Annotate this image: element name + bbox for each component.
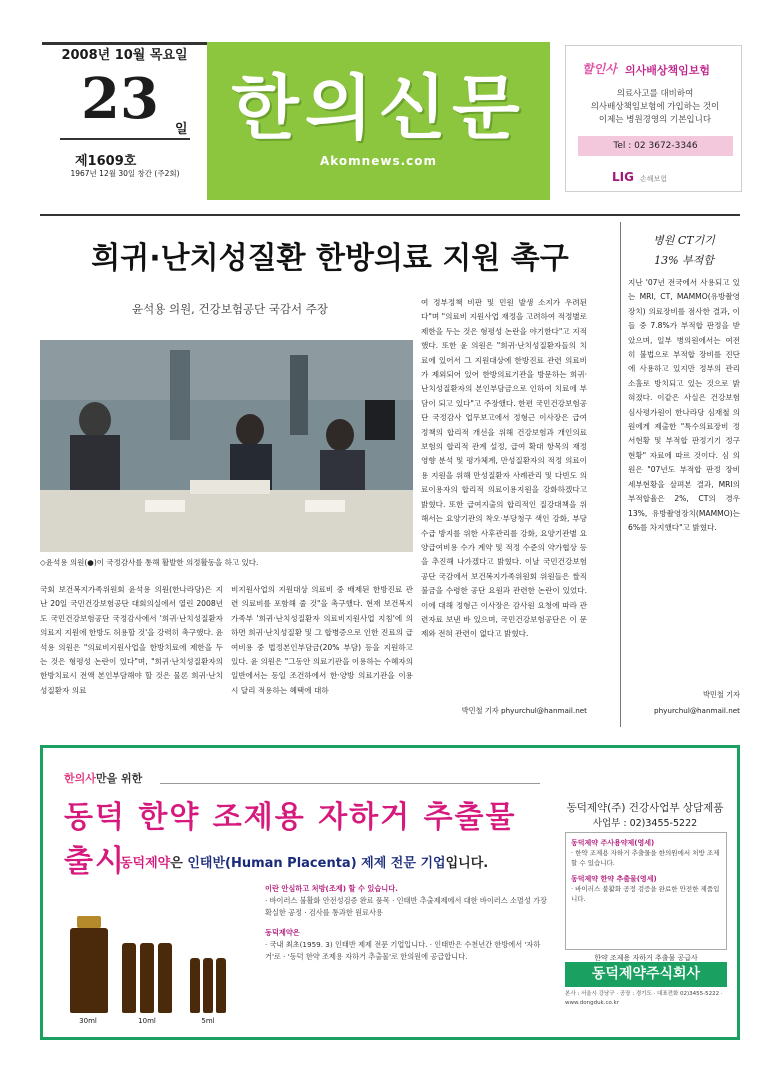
ad-intro-rest: 만을 위한 [95,772,143,785]
bottle-5ml [190,958,200,1013]
article-column-2: 비지원사업의 지원대상 의료비 중 배제된 한방진료 관련 의료비를 포함해 줄 것"을 촉구했다. 현재 보건복지가족부 '희귀·난치성질환자 의료비지원사업 지침'에 의하면 희귀·난치성질환 및 그 합병증으로 인한 진료의 급여비용 중 법정본인부담금(20% 부담) 등을 지원하고 있다. 윤 의원은 "그동안 의료기관을 이용하는 수혜자의 일반에서는 동일 조건하에서 한·양방 의료기관을 이용시 달리 적용하는 혜택에 대하 [231,585,413,695]
lig-logo: LIG [612,170,634,184]
ad-panel-box [565,832,727,950]
subheadline: 윤석용 의원, 건강보험공단 국감서 주장 [131,302,329,316]
ad-title: 의사배상책임보험 [625,64,711,77]
bottle-10ml [122,943,136,1013]
ad-phone: Tel : 02 3672-3346 [578,136,733,156]
ad-address: 본사 : 서울시 강남구 · 공장 : 경기도 · 대표전화 02)3455-5222 · www.dongduk.co.kr [565,991,723,1006]
ad-intro [64,770,142,786]
bottle-5ml [203,958,213,1013]
ad-info-heading: 동덕제약은 [265,928,300,937]
newspaper-logo: 한의신문 [231,66,526,149]
ad-sub-brand: 동덕제약 [120,856,171,871]
issue-day: 23 [81,66,159,132]
bottle-cap [77,916,101,928]
ad-panel-title: 동덕제약(주) 건강사업부 상담제품 [566,802,724,814]
ad-info-text: · 바이러스 불활화 안전성검증 완료 품목 · 인태반 추출제제에서 대한 바이러스 소멸성 가장 확실한 공정 · 검사를 통과한 원료사용 [265,896,547,917]
site-url[interactable]: Akomnews.com [319,154,438,168]
top-rule [40,214,740,216]
issue-date: 2008년 10월 목요일 [61,48,188,63]
photo-caption: ◇윤석용 의원(●)이 국정감사를 통해 활발한 의정활동을 하고 있다. [40,558,259,567]
bottle-30ml [70,928,108,1013]
divider [60,138,190,140]
ad-sub-mid: 은 [170,856,188,871]
bottle-label: 10ml [138,1017,156,1025]
founded-line: 1967년 12월 30일 창간 (주2회) [70,169,180,178]
bottle-10ml [140,943,154,1013]
divider [160,783,540,784]
ad-info-text: · 국내 최초(1959. 3) 인태반 제제 전문 기업입니다. · 인태반은 수천년간 한방에서 '자하거'로 · '동덕 한약 조제용 자하거 추출물'로 한의원에 공급합니다. [265,940,541,961]
article-column-3: 여 정부정책 비판 및 민원 발생 소지가 우려된다"며 "의료비 지원사업 재정을 고려하여 적정별로 제한을 두는 것은 형평성 논란을 야기한다"고 지적했다. 또한 윤 의원은 "희귀·난치성질환자들의 치료에 있어서 그 지원대상에 한방진료 관련 의료비가 제외되어 있어 한방의료기관을 방문하는 희귀·난치성질환자의 본인부담금으로 인하여 치료에 부담이 되고 있다"고 주장했다. 한편 국민건강보험공단 국정감사 업무보고에서 정형근 이사장은 급여정책의 합리적 개선을 위해 건강보험과 개인의료보험의 합리적 관계 설정, 급여 확대 항목의 재정영향 분석 및 평가체계, 만성질환자의 적정 의료이용 지원을 위해 만성질환자 사례관리 및 다빈도 의료이용자의 합리적 의료이용지원을 강화하겠다고 밝혔다. 또한 급여지출의 합리적인 질강대책을 위해서는 요양기관의 착오·부당청구 색인 강화, 부당수급 방지를 위한 사후관리를 강화, 요양기관별 요양급여비용 수가 계약 및 적정 수준의 약가협상 등을 추진해 나가겠다고 밝혔다. 이날 국민건강보험공단 국감에서 보건복지가족위원회 위원들은 쌀직불금을 수령한 공단 요원과 관련한 논란이 있었다. 이에 대해 정형근 이사장은 감사원 요청에 따라 관련자료 보낸 바 있으며, 국민건강보험공단은 이 문제와 전혀 관련이 없다고 밝혔다. [421,298,587,639]
bottle-5ml [216,958,226,1013]
bottle-10ml [158,943,172,1013]
hearing-photo [40,340,413,552]
ad-title: 동덕 한약 조제용 자하거 추출물 출시 [64,800,517,879]
ad-brand: 할인사 [582,62,617,76]
ad-body-line: 이제는 병원경영의 기본입니다 [598,115,712,125]
ad-panel-phone: 사업부 : 02)3455-5222 [592,818,698,829]
sidebar-title-line2: 13% 부적합 [654,254,714,267]
ad-body [575,88,735,127]
ad-sub-end: 입니다. [445,856,489,871]
bottle-label: 5ml [201,1017,215,1025]
photo-illustration [40,340,413,552]
panel-item-heading: 동덕제약 주사용약제(영세) [571,839,655,847]
ad-intro-brand: 한의사 [64,772,96,785]
lig-logo-sub: 손해보험 [640,175,668,183]
ad-logo-caption: 한약 조제용 자하거 추출물 공급사 [594,954,698,962]
ad-body-line: 의사배상책임보험에 가입하는 것이 [590,102,720,112]
ad-sub-key: 인태반(Human Placenta) 제제 전문 기업 [187,856,446,871]
panel-item-heading: 동덕제약 한약 추출물(영세) [571,875,657,883]
column-divider [620,222,621,727]
sidebar-title-line1: 병원 CT기기 [653,234,715,247]
ad-subtitle [120,852,570,871]
sidebar-byline: 박민철 기자 [702,690,740,699]
day-unit: 일 [175,122,188,137]
ad-info [265,883,550,963]
ad-body-line: 의료사고를 대비하여 [616,89,694,99]
panel-item-text: · 바이러스 불활화 공정 검증을 완료한 안전한 제품입니다. [571,885,720,903]
ad-info-heading: 이란 안심하고 처방(조제) 할 수 있습니다. [265,884,398,893]
issue-number: 제1609호 [75,154,137,169]
bottle-label: 30ml [79,1017,97,1025]
article-byline: 박민철 기자 phyurchul@hanmail.net [461,706,587,715]
product-bottles [60,890,250,1025]
panel-item-text: · 한약 조제용 자하거 추출물을 한의원에서 처방 조제할 수 있습니다. [571,849,720,867]
headline: 희귀·난치성질환 한방의료 지원 촉구 [91,241,569,276]
sidebar-email[interactable]: phyurchul@hanmail.net [654,706,740,715]
sidebar-body: 지난 '07년 전국에서 사용되고 있는 MRI, CT, MAMMO(유방촬영장치) 의료장비를 점사한 결과, 이들 중 7.8%가 부적합 판정을 받았으며, 일부 병의원에서는 여전히 불법으로 부적합 장비를 진단에 사용하고 있지만 정부의 관리소홀로 방치되고 있는 것으로 밝혀졌다. 이같은 사실은 건강보험심사평가원이 한나라당 심재철 의원에게 제출한 "특수의료장비 정서현황 및 부적합 판정기기 정구현황" 자료에 따르 것이다. 심 의원은 "07년도 부적합 판정 장비 세부현황을 살펴본 결과, MRI의 부적합율은 2%, CT의 경우 13%, 유방촬영장치(MAMMO)는 6%를 차지했다"고 밝혔다. [628,278,740,532]
article-column-1: 국회 보건복지가족위원회 윤석용 의원(한나라당)은 지난 20일 국민건강보험공단 대회의실에서 열린 2008년도 국민건강보험공단 국정감사에서 '희귀·난치성질환자 의료지 지원에 한방도 허용할 것'을 강력히 촉구했다. 윤석용 의원은 "의료비지원사업을 한방치료에 제한을 두는 것은 형평성 논란이 있다"며, "희귀·난치성질환자의 한방치료시 전액 본인부담해야 할 것은 물론 희귀·난치성질환자 의료 [40,585,223,695]
dongduk-logo: 동덕제약주식회사 [565,962,727,987]
